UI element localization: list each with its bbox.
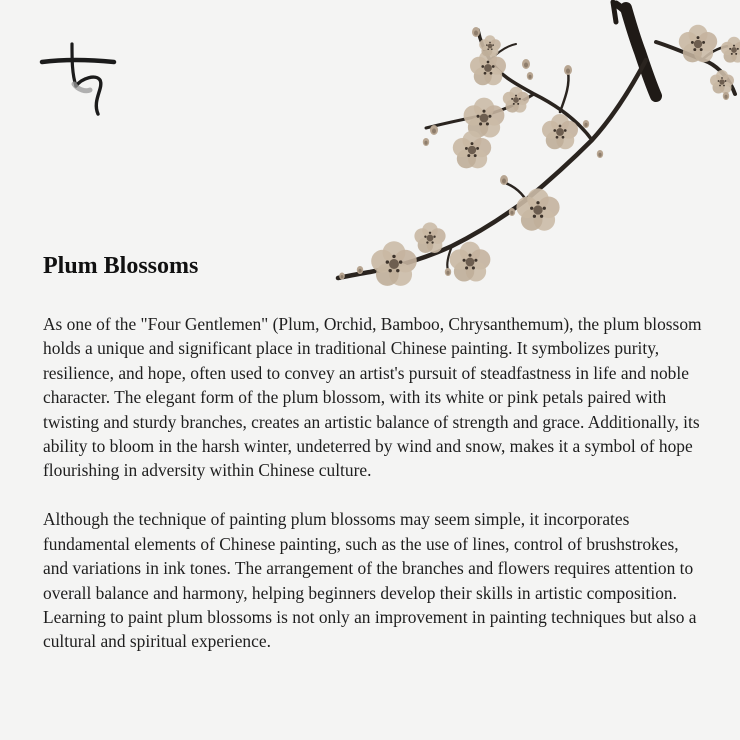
article-title: Plum Blossoms	[43, 253, 199, 279]
article-paragraph: Although the technique of painting plum blossoms may seem simple, it incorporates fundamental elements of Chinese painting, such as the use of lines, control of brushstrokes, and variations in ink tones. The arrangement of the branches and flowers requires attention to overall balance and harmony, helping beginners develop their skills in artistic composition. Learning to paint plum blossoms is not only an improvement in painting techniques but also a cultural and spiritual experience.	[43, 509, 697, 652]
plum-blossom-branch-icon	[330, 0, 740, 290]
article-paragraph: As one of the "Four Gentlemen" (Plum, Orchid, Bamboo, Chrysanthemum), the plum blossom holds a unique and significant place in traditional Chinese painting. It symbolizes purity, resilience, and hope, often used to convey an artist's pursuit of steadfastness in life and noble character. The elegant form of the plum blossom, with its white or pink petals paired with twisting and sturdy branches, creates an artistic balance of strength and grace. Additionally, its ability to bloom in the harsh winter, undeterred by wind and snow, makes it a symbol of hope flourishing in adversity within Chinese culture.	[43, 314, 702, 481]
ink-brush-logo-icon	[38, 40, 120, 122]
article-body	[43, 312, 703, 654]
